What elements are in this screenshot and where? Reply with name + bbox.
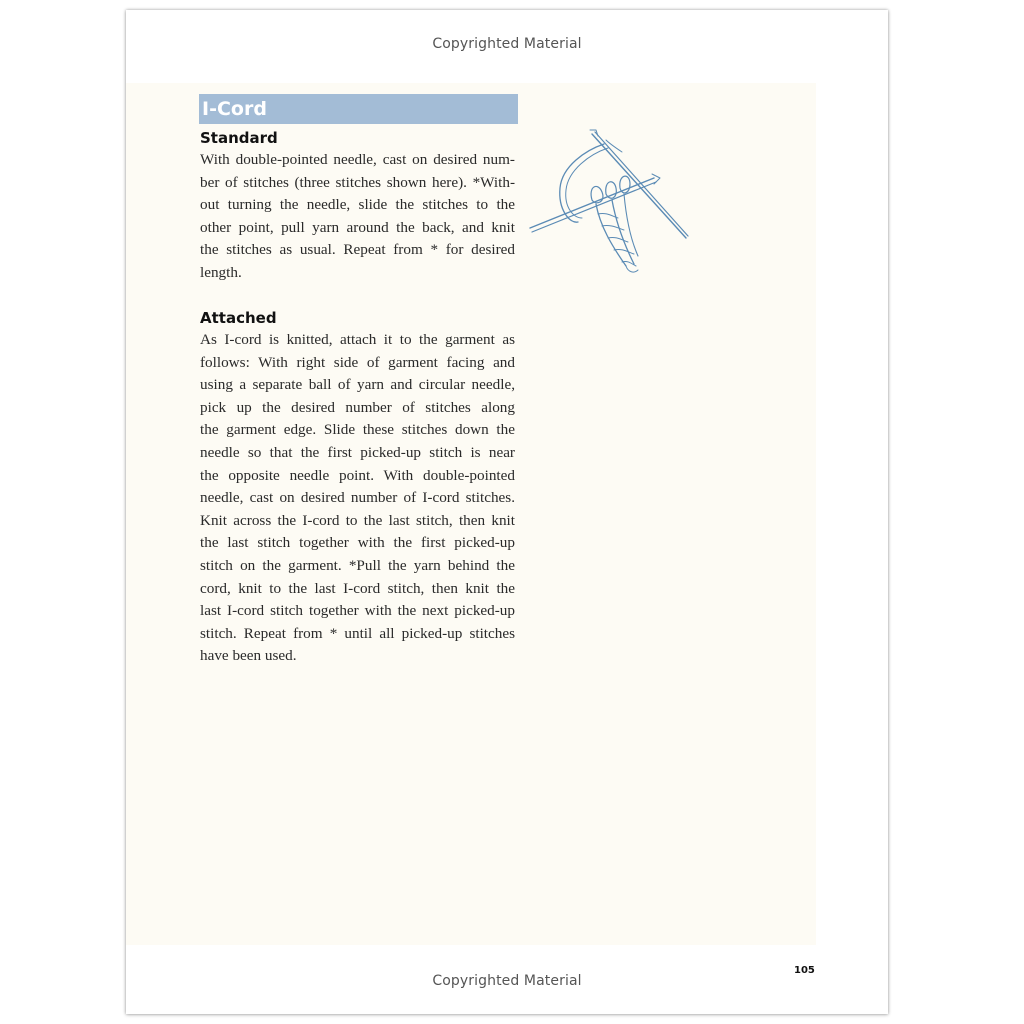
standard-line: the stitches as usual. Repeat from * for desired [200, 241, 515, 259]
copyright-footer: Copyrighted Material [432, 973, 582, 989]
attached-line: As I-cord is knitted, attach it to the garment as [200, 331, 515, 348]
attached-line: the last stitch together with the first picked-up [200, 534, 515, 552]
i-cord-knitting-illustration [526, 126, 691, 276]
copyright-header: Copyrighted Material [432, 36, 582, 52]
book-page [126, 10, 888, 1014]
attached-line: cord, knit to the last I-cord stitch, then knit the [200, 579, 515, 597]
attached-heading: Attached [200, 309, 277, 327]
section-title: I-Cord [199, 94, 518, 124]
standard-line: With double-pointed needle, cast on desired num- [200, 151, 515, 168]
attached-line: last I-cord stitch together with the next picked-up [200, 602, 515, 620]
attached-line: the garment edge. Slide these stitches down the [200, 421, 515, 439]
standard-line: other point, pull yarn around the back, and knit [200, 218, 515, 236]
attached-section [200, 308, 515, 668]
attached-line: needle, cast on desired number of I-cord stitches. [200, 489, 515, 507]
attached-line: have been used. [200, 647, 297, 665]
standard-section [200, 128, 515, 285]
attached-line: follows: With right side of garment facing and [200, 353, 515, 371]
attached-line: the opposite needle point. With double-pointed [200, 466, 515, 484]
attached-line: using a separate ball of yarn and circular needle, [200, 376, 515, 394]
attached-line: stitch. Repeat from * until all picked-up stitches [200, 624, 515, 642]
attached-line: stitch on the garment. *Pull the yarn behind the [200, 556, 515, 574]
standard-line: ber of stitches (three stitches shown here). *With- [200, 173, 515, 191]
standard-line: out turning the needle, slide the stitches to the [200, 196, 515, 214]
attached-paragraph [200, 329, 515, 668]
page-number: 105 [794, 965, 815, 976]
attached-line: needle so that the first picked-up stitch is near [200, 443, 515, 461]
standard-line: length. [200, 263, 242, 281]
attached-line: pick up the desired number of stitches along [200, 398, 515, 416]
standard-heading: Standard [200, 129, 278, 147]
attached-line: Knit across the I-cord to the last stitch, then knit [200, 511, 515, 529]
standard-paragraph [200, 149, 515, 285]
